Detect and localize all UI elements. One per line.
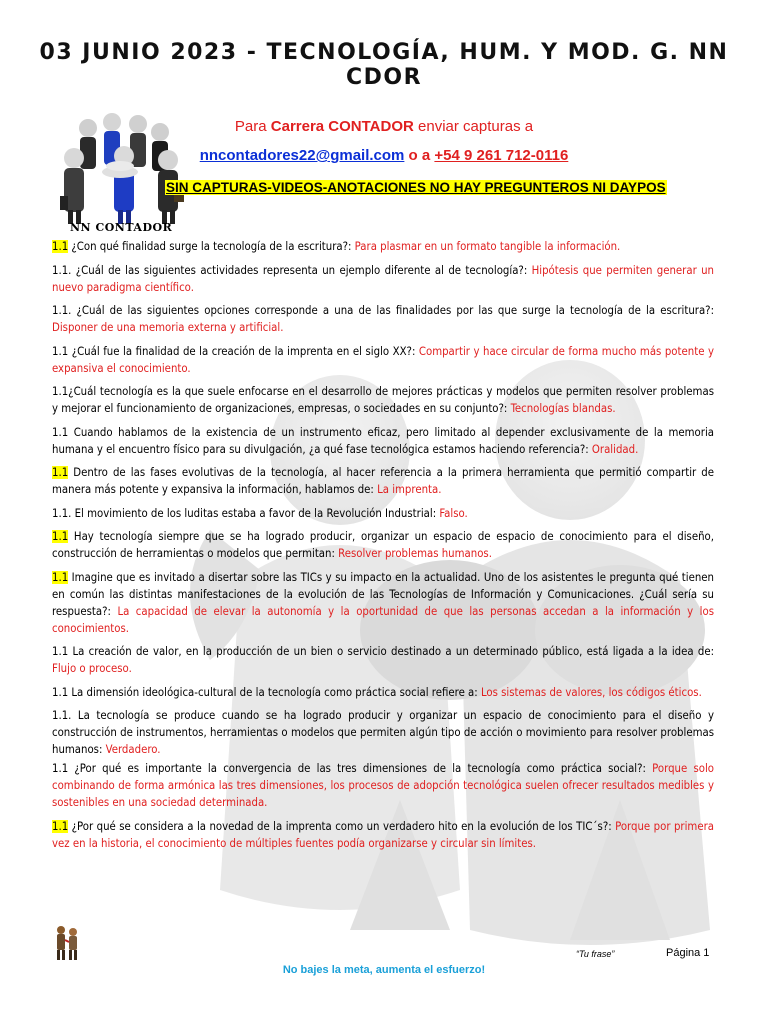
question-item <box>52 505 714 522</box>
question-item <box>52 424 714 458</box>
question-text: El movimiento de los luditas estaba a favor de la Revolución Industrial: <box>71 506 440 520</box>
answer-text: Verdadero. <box>105 743 161 756</box>
question-item <box>52 302 714 336</box>
question-item <box>52 569 714 637</box>
answer-text: Porque solo combinando de forma armónica las tres dimensiones, los procesos de adopción tecnológica suelen ofrecer resultados medibles y sostenibles en una sociedad determinada. <box>52 762 714 809</box>
question-item <box>52 238 714 255</box>
question-text: Hay tecnología siempre que se ha logrado producir, organizar un espacio de espacio de conocimiento para el diseño, construcción de herramientas o modelos que permitan: <box>52 530 714 560</box>
contact-connector: o a <box>404 147 435 164</box>
logo-caption: NN CONTADOR <box>70 221 173 234</box>
question-text: Cuando hablamos de la existencia de un instrumento eficaz, pero limitado al depender exclusivamente de la memoria humana y el encuentro físico para su divulgación, ¿a qué fase tecnológica estamos haciendo referencia?: <box>52 425 714 456</box>
page-title: 03 JUNIO 2023 - TECNOLOGÍA, HUM. Y MOD. G. NN CDOR <box>39 40 729 90</box>
answer-text: Falso. <box>439 506 468 520</box>
question-item <box>52 464 714 498</box>
question-item <box>52 262 714 296</box>
answer-text: Porque por primera vez en la historia, el conocimiento de múltiples fuentes podía organizarse y circular sin límites. <box>52 819 714 850</box>
question-text: ¿Por qué es importante la convergencia de las tres dimensiones de la tecnología como práctica social?: <box>68 762 653 775</box>
people-figures-icon <box>52 922 82 962</box>
question-number: 1.1 <box>52 385 69 398</box>
question-number: 1.1 <box>52 466 69 479</box>
question-text: ¿Cuál tecnología es la que suele enfocarse en el desarrollo de mejores prácticas y modelos que permiten resolver problemas y mejorar el funcionamiento de organizaciones, empresas, o sociedades en su conjunto?: <box>52 385 714 415</box>
answer-text: Para plasmar en un formato tangible la información. <box>354 240 621 253</box>
question-number: 1.1 <box>52 645 69 658</box>
question-number: 1.1. <box>52 304 72 317</box>
question-text: ¿Con qué finalidad surge la tecnología de la escritura?: <box>68 240 355 253</box>
answer-text: Disponer de una memoria externa y artificial. <box>52 321 284 334</box>
question-number: 1.1 <box>52 685 69 699</box>
contact-intro-suffix: enviar capturas a <box>413 118 534 135</box>
question-text: La tecnología se produce cuando se ha logrado producir y organizar un espacio de conocimiento para el diseño y construcción de instrumentos, herramientas o modelos que permiten algún tipo de acción o movimiento para resolver problemas humanos: <box>52 709 714 756</box>
answer-text: La imprenta. <box>377 483 442 496</box>
phone-link[interactable]: +54 9 261 712-0116 <box>434 147 569 164</box>
question-text: Imagine que es invitado a disertar sobre las TICs y su impacto en la actualidad. Uno de los asistentes le pregunta qué tienen en común las distintas manifestaciones de la evolución de las Tecnologías de Información y Comunicaciones. ¿Cuál sería su respuesta?: <box>52 570 714 618</box>
question-text: ¿Cuál de las siguientes opciones corresponde a una de las finalidades por las que surge la tecnología de la escritura?: <box>71 304 714 317</box>
contact-details <box>0 147 768 164</box>
question-item <box>52 818 714 852</box>
answer-text: Flujo o proceso. <box>52 662 132 675</box>
question-text: ¿Cuál de las siguientes actividades representa un ejemplo diferente al de tecnología?: <box>71 263 532 277</box>
answer-text: Tecnologías blandas. <box>510 402 616 415</box>
question-number: 1.1 <box>52 762 69 775</box>
question-text: Dentro de las fases evolutivas de la tecnología, al hacer referencia a la primera herramienta que permitió compartir de manera más potente y expansiva la información, hablamos de: <box>52 466 714 496</box>
answer-text: Resolver problemas humanos. <box>338 547 492 560</box>
answer-text: Oralidad. <box>591 442 639 456</box>
question-number: 1.1 <box>52 240 69 253</box>
contact-career: Carrera CONTADOR <box>270 118 414 135</box>
question-number: 1.1. <box>52 506 72 520</box>
question-number: 1.1 <box>52 570 69 584</box>
question-number: 1.1 <box>52 425 69 439</box>
question-text: La dimensión ideológica-cultural de la tecnología como práctica social refiere a: <box>68 685 481 699</box>
answer-text: Los sistemas de valores, los códigos éticos. <box>480 685 702 699</box>
contact-intro <box>0 118 768 135</box>
email-link[interactable]: nncontadores22@gmail.com <box>199 147 405 164</box>
question-text: ¿Por qué se considera a la novedad de la imprenta como un verdadero hito en la evolución de los TIC´s?: <box>68 819 616 833</box>
question-number: 1.1. <box>52 263 72 277</box>
answer-text: La capacidad de elevar la autonomía y la oportunidad de que las personas accedan a la información y los conocimientos. <box>52 604 714 635</box>
question-item <box>52 684 714 701</box>
question-number: 1.1 <box>52 530 69 543</box>
question-item <box>52 707 714 758</box>
footer-motto: No bajes la meta, aumenta el esfuerzo! <box>282 964 486 976</box>
answer-text: Hipótesis que permiten generar un nuevo paradigma científico. <box>52 263 714 294</box>
question-number: 1.1 <box>52 819 69 833</box>
page-number: Página 1 <box>666 947 710 959</box>
question-item <box>52 760 714 811</box>
question-text: ¿Cuál fue la finalidad de la creación de la imprenta en el siglo XX?: <box>68 344 419 358</box>
question-number: 1.1. <box>52 709 72 722</box>
question-item <box>52 528 714 562</box>
answer-text: Compartir y hace circular de forma mucho más potente y expansiva el conocimiento. <box>52 344 714 375</box>
question-number: 1.1 <box>52 344 69 358</box>
question-item <box>52 643 714 677</box>
question-item <box>52 343 714 377</box>
warning-banner: SIN CAPTURAS-VIDEOS-ANOTACIONES NO HAY PREGUNTEROS NI DAYPOS <box>166 180 666 195</box>
contact-intro-prefix: Para <box>234 118 271 135</box>
footer-phrase: “Tu frase” <box>576 949 615 959</box>
question-text: La creación de valor, en la producción de un bien o servicio destinado a un determinado público, está ligada a la idea de: <box>68 645 714 658</box>
question-list <box>52 238 714 858</box>
question-item <box>52 383 714 417</box>
